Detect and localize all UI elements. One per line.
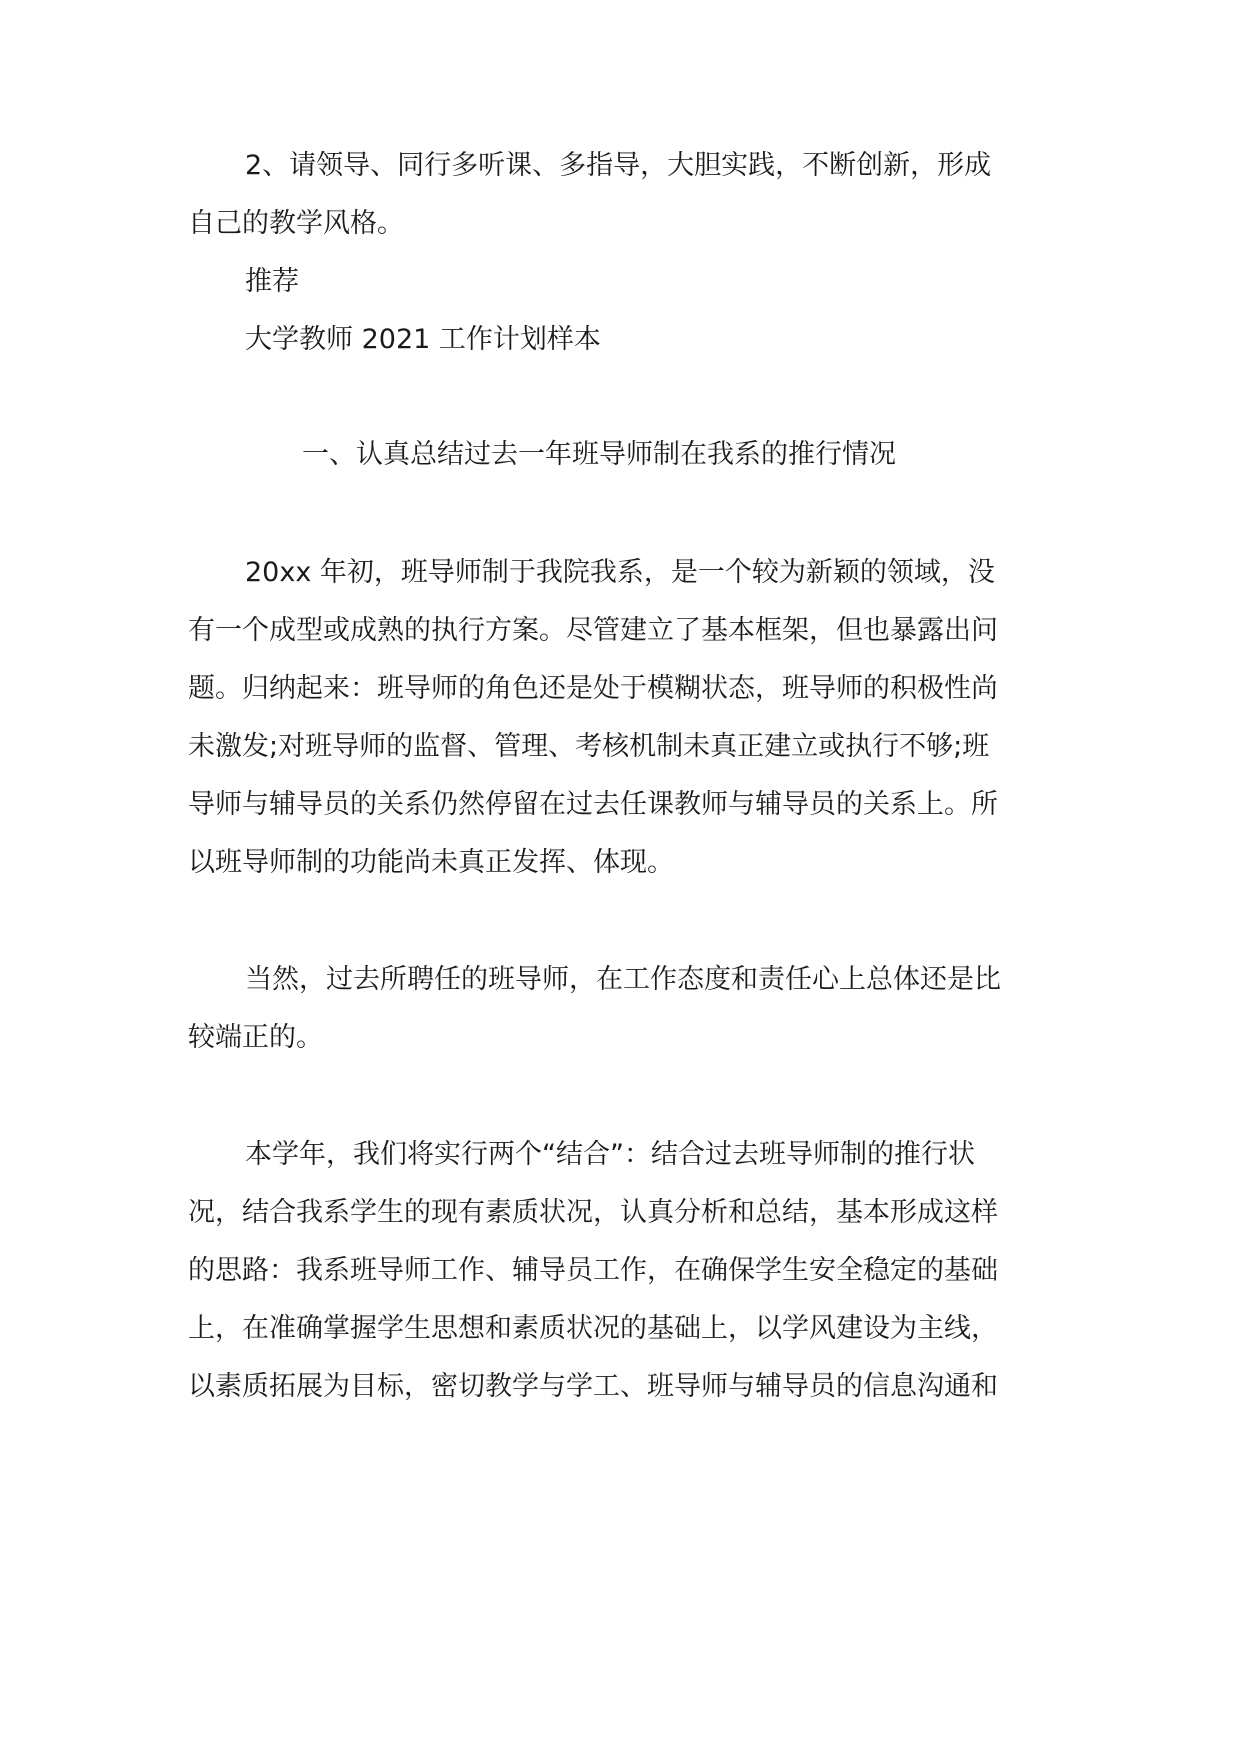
- recommend-label: 推荐: [245, 266, 299, 297]
- paragraph-2-line-2: 有一个成型或成熟的执行方案。尽管建立了基本框架，但也暴露出问: [188, 615, 998, 646]
- paragraph-4-line-5: 以素质拓展为目标，密切教学与学工、班导师与辅导员的信息沟通和: [188, 1371, 998, 1402]
- paragraph-4-line-3: 的思路：我系班导师工作、辅导员工作，在确保学生安全稳定的基础: [188, 1255, 998, 1286]
- paragraph-2-line-4: 未激发;对班导师的监督、管理、考核机制未真正建立或执行不够;班: [188, 731, 990, 762]
- paragraph-2-line-3: 题。归纳起来：班导师的角色还是处于模糊状态，班导师的积极性尚: [188, 673, 998, 704]
- paragraph-3-line-1: 当然，过去所聘任的班导师，在工作态度和责任心上总体还是比: [245, 964, 1001, 995]
- paragraph-1-line-2: 自己的教学风格。: [188, 208, 404, 239]
- paragraph-2-line-5: 导师与辅导员的关系仍然停留在过去任课教师与辅导员的关系上。所: [188, 789, 998, 820]
- paragraph-3-line-2: 较端正的。: [188, 1022, 323, 1053]
- paragraph-4-line-1: 本学年，我们将实行两个“结合”：结合过去班导师制的推行状: [245, 1139, 975, 1170]
- paragraph-2-line-6: 以班导师制的功能尚未真正发挥、体现。: [188, 847, 674, 878]
- article-title: 大学教师 2021 工作计划样本: [245, 324, 601, 355]
- section-heading: 一、认真总结过去一年班导师制在我系的推行情况: [302, 439, 896, 470]
- paragraph-1-line-1: 2、请领导、同行多听课、多指导，大胆实践，不断创新，形成: [245, 150, 992, 181]
- paragraph-2-line-1: 20xx 年初，班导师制于我院我系，是一个较为新颖的领域，没: [245, 557, 995, 588]
- paragraph-4-line-4: 上，在准确掌握学生思想和素质状况的基础上，以学风建设为主线，: [188, 1313, 998, 1344]
- paragraph-4-line-2: 况，结合我系学生的现有素质状况，认真分析和总结，基本形成这样: [188, 1197, 998, 1228]
